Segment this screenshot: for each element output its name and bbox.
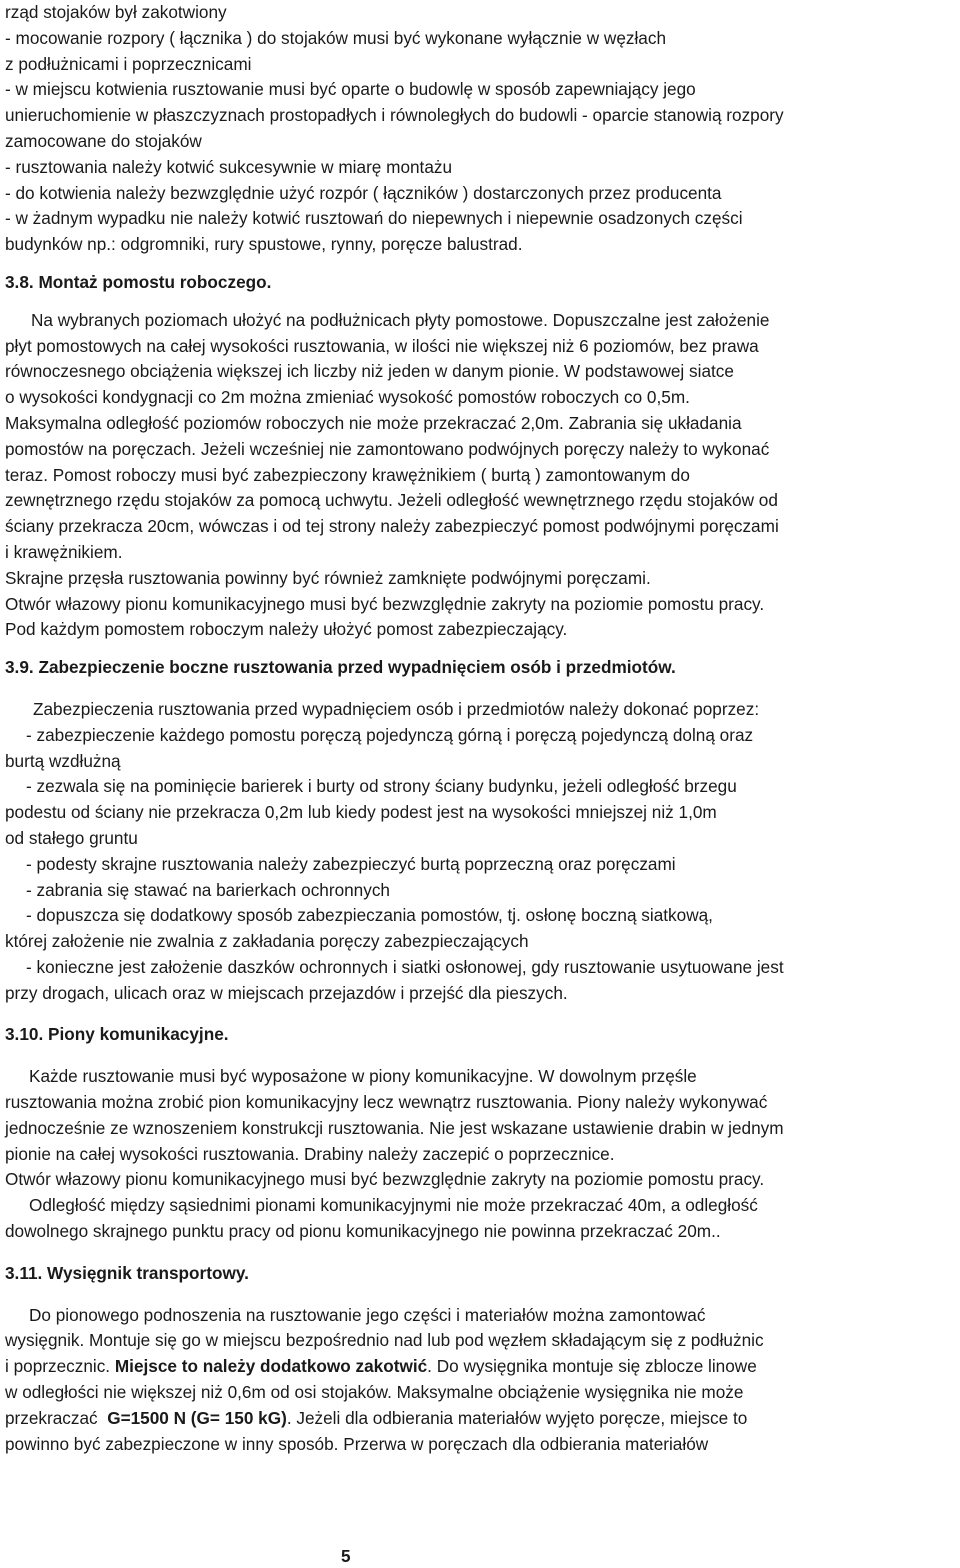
section-3-11-body (5, 1303, 957, 1458)
text-line: o wysokości kondygnacji co 2m można zmieniać wysokość pomostów roboczych co 0,5m. (5, 387, 690, 408)
text-line: pionie na całej wysokości rusztowania. Drabiny należy zaczepić o poprzecznice. (5, 1143, 615, 1164)
section-3-8-body (5, 308, 957, 643)
text-line: i krawężnikiem. (5, 541, 123, 562)
text-line: od stałego gruntu (5, 827, 138, 848)
text-run: i poprzecznic. (5, 1356, 115, 1377)
emphasis-text: Miejsce to należy dodatkowo zakotwić (114, 1356, 428, 1377)
text-line: płyt pomostowych na całej wysokości rusztowania, w ilości nie większej niż 6 poziomów, bez prawa (5, 335, 759, 356)
text-line: dowolnego skrajnego punktu pracy od pionu komunikacyjnego nie powinna przekraczać 20m.. (5, 1221, 721, 1242)
text-line (5, 1406, 957, 1432)
text-line: przy drogach, ulicach oraz w miejscach przejazdów i przejść dla pieszych. (5, 982, 568, 1003)
text-line: - w żadnym wypadku nie należy kotwić rusztowań do niepewnych i niepewnie osadzonych części (5, 208, 743, 229)
list-item: - zabrania się stawać na barierkach ochronnych (26, 879, 390, 900)
text-line: Każde rusztowanie musi być wyposażone w piony komunikacyjne. W dowolnym przęśle (29, 1066, 697, 1087)
text-line: której założenie nie zwalnia z zakładania poręczy zabezpieczających (5, 931, 529, 952)
text-line: Otwór włazowy pionu komunikacyjnego musi być bezwzględnie zakryty na poziomie pomostu pracy. (5, 1169, 765, 1190)
text-line: - w miejscu kotwienia rusztowanie musi być oparte o budowlę w sposób zapewniający jego (5, 79, 696, 100)
text-run: przekraczać (5, 1407, 108, 1428)
text-line: budynków np.: odgromniki, rury spustowe, rynny, poręcze balustrad. (5, 234, 523, 255)
emphasis-text: G=1500 N (G= 150 kG) (107, 1407, 287, 1428)
text-line: - mocowanie rozpory ( łącznika ) do stojaków musi być wykonane wyłącznie w węzłach (5, 27, 667, 48)
text-line: Do pionowego podnoszenia na rusztowanie jego części i materiałów można zamontować (29, 1304, 706, 1325)
list-item: - konieczne jest założenie daszków ochronnych i siatki osłonowej, gdy rusztowanie usytuowane jest (26, 956, 784, 977)
text-line: Na wybranych poziomach ułożyć na podłużnicach płyty pomostowe. Dopuszczalne jest założenie (31, 309, 770, 330)
text-line: ściany przekracza 20cm, wówczas i od tej strony należy zabezpieczyć pomost podwójnymi poręczami (5, 516, 779, 537)
text-line: rząd stojaków był zakotwiony (5, 2, 227, 22)
list-item: - zezwala się na pominięcie barierek i burty od strony ściany budynku, jeżeli odległość brzegu (26, 776, 737, 797)
text-line: - rusztowania należy kotwić sukcesywnie w miarę montażu (5, 156, 453, 177)
list-item: - zabezpieczenie każdego pomostu poręczą pojedynczą górną i poręczą pojedynczą dolną oraz (26, 724, 754, 745)
section-heading-3-8: 3.8. Montaż pomostu roboczego. (5, 271, 272, 292)
text-line: unieruchomienie w płaszczyznach prostopadłych i równoległych do budowli - oparcie stanowią rozpory (5, 105, 784, 126)
text-line: wysięgnik. Montuje się go w miejscu bezpośrednio nad lub pod węzłem składającym się z podłużnic (5, 1330, 764, 1351)
section-heading-3-11: 3.11. Wysięgnik transportowy. (5, 1262, 249, 1283)
text-line: jednocześnie ze wznoszeniem konstrukcji rusztowania. Nie jest wskazane ustawienie drabin w jednym (5, 1117, 784, 1138)
text-line: powinno być zabezpieczone w inny sposób. Przerwa w poręczach dla odbierania materiałów (5, 1433, 709, 1454)
text-line: pomostów na poręczach. Jeżeli wcześniej nie zamontowano podwójnych poręczy należy to wykonać (5, 438, 770, 459)
text-line: teraz. Pomost roboczy musi być zabezpieczony krawężnikiem ( burtą ) zamontowanym do (5, 464, 690, 485)
text-line: - do kotwienia należy bezwzględnie użyć rozpór ( łączników ) dostarczonych przez producenta (5, 182, 722, 203)
text-line: podestu od ściany nie przekracza 0,2m lub kiedy podest jest na wysokości mniejszej niż 1,0m (5, 802, 717, 823)
page-number: 5 (341, 1546, 351, 1566)
list-item: - dopuszcza się dodatkowy sposób zabezpieczania pomostów, tj. osłonę boczną siatkową, (26, 905, 713, 926)
text-line: Skrajne przęsła rusztowania powinny być również zamknięte podwójnymi poręczami. (5, 567, 651, 588)
text-line (5, 1354, 957, 1380)
text-line: Odległość między sąsiednimi pionami komunikacyjnymi nie może przekraczać 40m, a odległość (29, 1195, 758, 1216)
text-line: zewnętrznego rzędu stojaków za pomocą uchwytu. Jeżeli odległość wewnętrznego rzędu stojaków od (5, 490, 778, 511)
text-line: Zabezpieczenia rusztowania przed wypadnięciem osób i przedmiotów należy dokonać poprzez: (33, 698, 760, 719)
text-line: z podłużnicami i poprzecznicami (5, 53, 252, 74)
document-page (5, 0, 957, 1457)
section-3-9-body (5, 697, 957, 1007)
section-heading-3-10: 3.10. Piony komunikacyjne. (5, 1024, 229, 1045)
text-run: . Do wysięgnika montuje się zblocze linowe (427, 1356, 757, 1377)
section-heading-3-9: 3.9. Zabezpieczenie boczne rusztowania przed wypadnięciem osób i przedmiotów. (5, 657, 676, 678)
text-line: w odległości nie większej niż 0,6m od osi stojaków. Maksymalne obciążenie wysięgnika nie może (5, 1382, 744, 1403)
text-line: zamocowane do stojaków (5, 130, 202, 151)
section-3-10-body (5, 1064, 957, 1245)
text-line: Pod każdym pomostem roboczym należy ułożyć pomost zabezpieczający. (5, 619, 568, 640)
text-line: burtą wzdłużną (5, 750, 121, 771)
text-line: Maksymalna odległość poziomów roboczych nie może przekraczać 2,0m. Zabrania się układania (5, 412, 742, 433)
text-run: . Jeżeli dla odbierania materiałów wyjęto poręcze, miejsce to (286, 1407, 748, 1428)
text-line: Otwór włazowy pionu komunikacyjnego musi być bezwzględnie zakryty na poziomie pomostu pracy. (5, 593, 765, 614)
text-line: równoczesnego obciążenia większej ich liczby niż jeden w danym pionie. W podstawowej siatce (5, 361, 734, 382)
text-line: rusztowania można zrobić pion komunikacyjny lecz wewnątrz rusztowania. Piony należy wykonywać (5, 1092, 768, 1113)
list-item: - podesty skrajne rusztowania należy zabezpieczyć burtą poprzeczną oraz poręczami (26, 853, 676, 874)
intro-paragraph (5, 0, 957, 258)
